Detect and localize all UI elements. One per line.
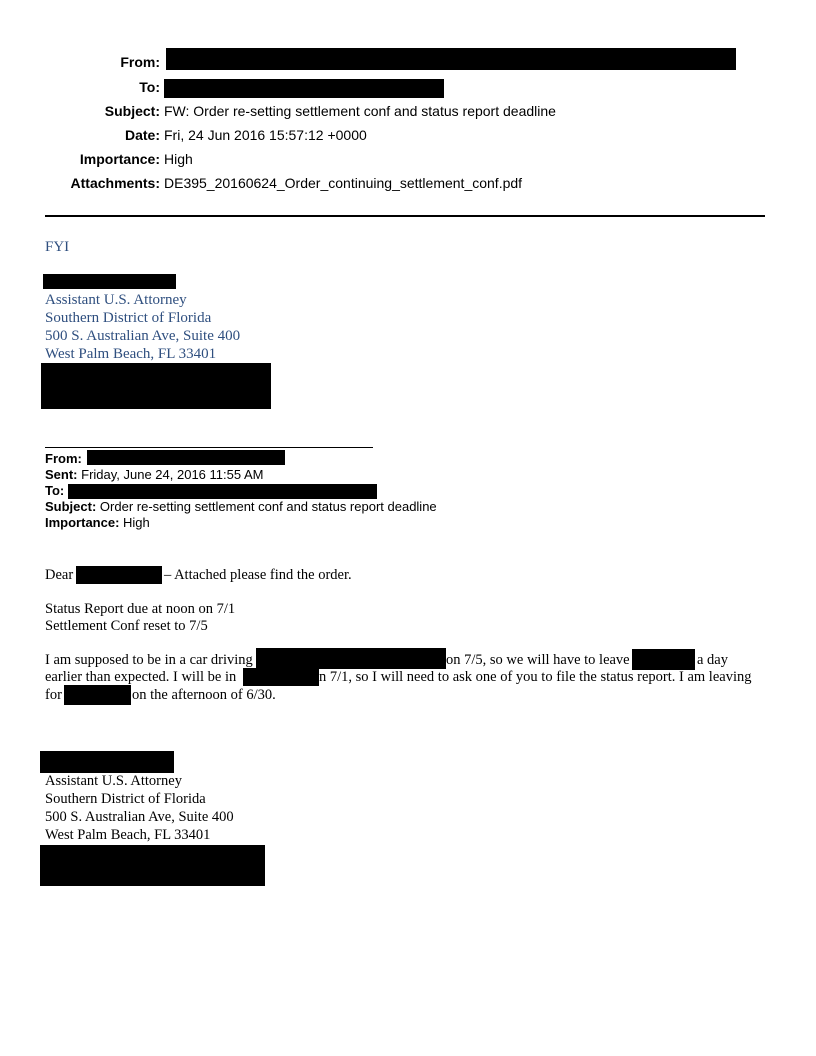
fwd-importance-value: High bbox=[123, 515, 150, 530]
redacted-fwd-from bbox=[87, 450, 285, 465]
to-label: To: bbox=[139, 79, 160, 95]
date-value: Fri, 24 Jun 2016 15:57:12 +0000 bbox=[164, 127, 367, 143]
fwd-signature-city: West Palm Beach, FL 33401 bbox=[45, 827, 211, 843]
dear-word: Dear bbox=[45, 567, 74, 583]
redacted-fwd-to bbox=[68, 484, 377, 499]
fwd-from-label: From: bbox=[45, 451, 82, 466]
fwd-sent-value: Friday, June 24, 2016 11:55 AM bbox=[81, 467, 264, 482]
fwd-subject-value: Order re-setting settlement conf and status report deadline bbox=[99, 499, 437, 514]
importance-value: High bbox=[164, 151, 193, 167]
fwd-signature-office: Southern District of Florida bbox=[45, 791, 206, 807]
body-greeting: FYI bbox=[45, 239, 70, 255]
dear-rest: – Attached please find the order. bbox=[164, 567, 352, 583]
fwd-subject-label: Subject: bbox=[45, 499, 97, 514]
redacted-recipient bbox=[76, 566, 162, 584]
signature-city: West Palm Beach, FL 33401 bbox=[45, 346, 217, 362]
header-divider bbox=[45, 215, 765, 217]
redacted-fwd-signer-name bbox=[40, 751, 174, 773]
para-line-1b: on 7/5, so we will have to leave bbox=[446, 652, 630, 668]
redacted-from bbox=[166, 48, 736, 70]
para-line-1a: I am supposed to be in a car driving bbox=[45, 652, 253, 668]
signature-title: Assistant U.S. Attorney bbox=[45, 292, 187, 308]
fwd-signature-title: Assistant U.S. Attorney bbox=[45, 773, 182, 789]
redacted-location-3 bbox=[64, 685, 131, 705]
forward-divider bbox=[45, 447, 373, 448]
fwd-sent-label: Sent: bbox=[45, 467, 78, 482]
attachments-label: Attachments: bbox=[70, 175, 160, 191]
redacted-location-1 bbox=[632, 649, 695, 670]
attachment-link[interactable]: DE395_20160624_Order_continuing_settlement_conf.pdf bbox=[164, 175, 523, 191]
status-report-line: Status Report due at noon on 7/1 bbox=[45, 601, 236, 617]
fwd-signature-address: 500 S. Australian Ave, Suite 400 bbox=[45, 809, 234, 825]
subject-label: Subject: bbox=[104, 103, 160, 119]
para-line-3b: on the afternoon of 6/30. bbox=[132, 687, 276, 703]
redacted-location-2 bbox=[243, 668, 319, 686]
fwd-importance-label: Importance: bbox=[45, 515, 120, 530]
settlement-line: Settlement Conf reset to 7/5 bbox=[45, 618, 208, 634]
signature-address: 500 S. Australian Ave, Suite 400 bbox=[45, 328, 241, 344]
date-label: Date: bbox=[124, 127, 160, 143]
redacted-fwd-signature-contact bbox=[40, 845, 265, 886]
para-line-2b: n 7/1, so I will need to ask one of you to file the status report. I am leaving bbox=[319, 669, 752, 685]
para-line-3a: for bbox=[45, 687, 62, 703]
para-line-2a: earlier than expected. I will be in bbox=[45, 669, 237, 685]
para-line-1c: a day bbox=[697, 652, 728, 668]
signature-office: Southern District of Florida bbox=[45, 310, 212, 326]
redacted-destination bbox=[256, 648, 446, 669]
redacted-signature-contact bbox=[41, 363, 271, 409]
redacted-to bbox=[164, 79, 444, 98]
from-label: From: bbox=[120, 54, 160, 70]
fwd-to-label: To: bbox=[45, 483, 65, 498]
subject-value: FW: Order re-setting settlement conf and status report deadline bbox=[164, 103, 556, 119]
redacted-signer-name bbox=[43, 274, 176, 289]
importance-label: Importance: bbox=[79, 151, 160, 167]
